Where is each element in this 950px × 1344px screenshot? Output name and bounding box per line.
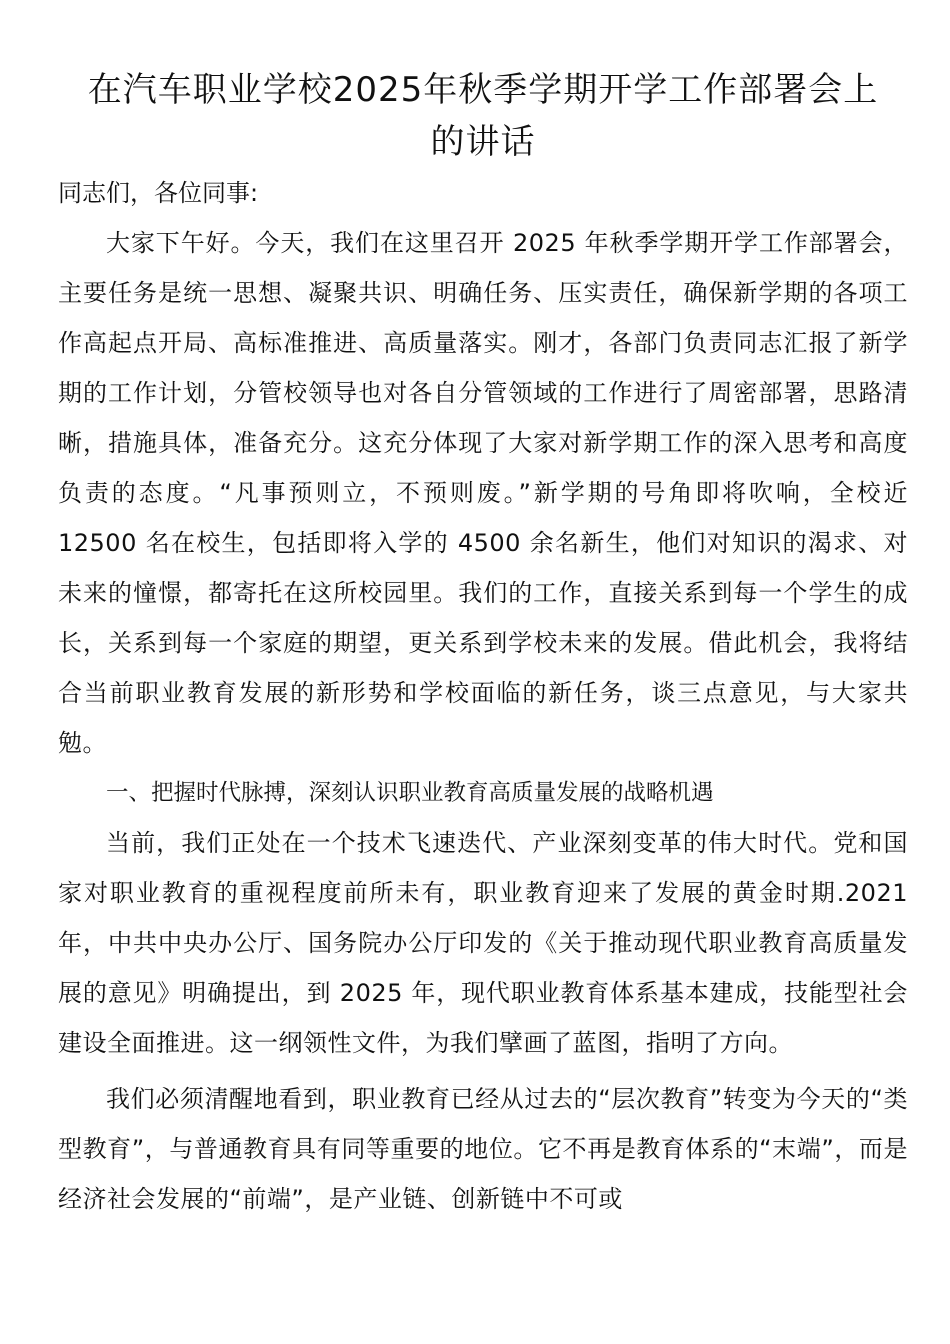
- paragraph-type-education: 我们必须清醒地看到，职业教育已经从过去的“层次教育”转变为今天的“类型教育”，与普通教育具有同等重要的地位。它不再是教育体系的“末端”，而是经济社会发展的“前端”，是产业链、创新链中不可或: [58, 1085, 908, 1213]
- section-heading-1: 一、把握时代脉搏，深刻认识职业教育高质量发展的战略机遇: [106, 780, 714, 806]
- document-title: 在汽车职业学校2025年秋季学期开学工作部署会上的讲话: [87, 70, 879, 162]
- paragraph-current-era: 当前，我们正处在一个技术飞速迭代、产业深刻变革的伟大时代。党和国家对职业教育的重视程度前所未有，职业教育迎来了发展的黄金时期.2021 年，中共中央办公厅、国务院办公厅印发的《关于推动现代职业教育高质量发展的意见》明确提出，到 2025 年，现代职业教育体系基本建成，技能型社会建设全面推进。这一纲领性文件，为我们擘画了蓝图，指明了方向。: [58, 829, 908, 1057]
- paragraph-intro: 大家下午好。今天，我们在这里召开 2025 年秋季学期开学工作部署会，主要任务是统一思想、凝聚共识、明确任务、压实责任，确保新学期的各项工作高起点开局、高标准推进、高质量落实。刚才，各部门负责同志汇报了新学期的工作计划，分管校领导也对各自分管领域的工作进行了周密部署，思路清晰，措施具体，准备充分。这充分体现了大家对新学期工作的深入思考和高度负责的态度。“凡事预则立，不预则废。”新学期的号角即将吹响，全校近 12500 名在校生，包括即将入学的 4500 余名新生，他们对知识的渴求、对未来的憧憬，都寄托在这所校园里。我们的工作，直接关系到每一个学生的成长，关系到每一个家庭的期望，更关系到学校未来的发展。借此机会，我将结合当前职业教育发展的新形势和学校面临的新任务，谈三点意见，与大家共勉。: [58, 229, 908, 757]
- greeting: 同志们，各位同事:: [58, 179, 259, 207]
- document-page: [58, 64, 908, 1224]
